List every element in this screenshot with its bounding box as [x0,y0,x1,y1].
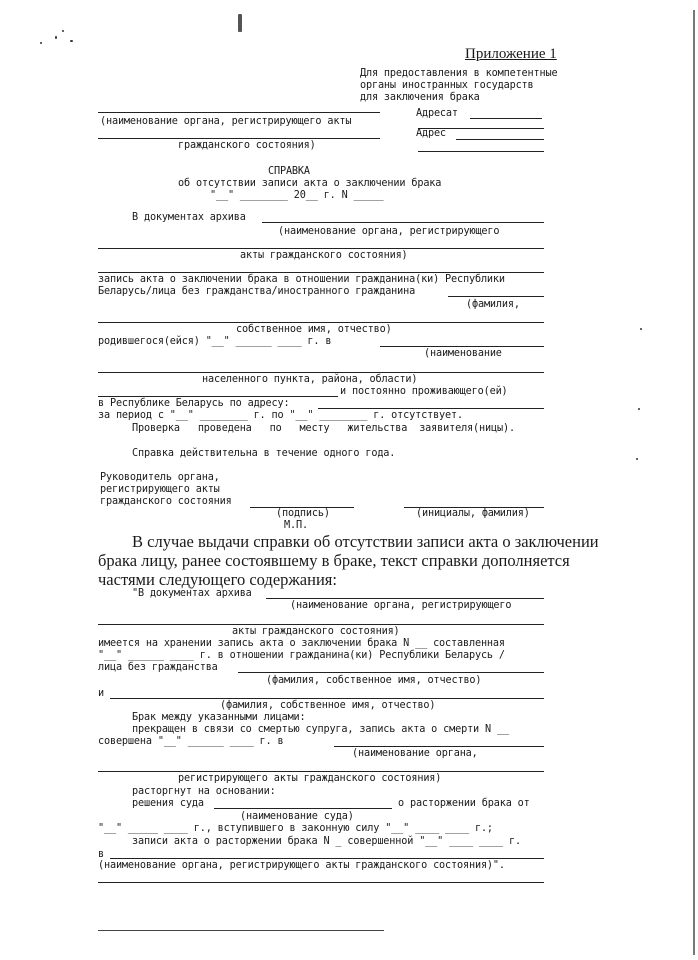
scan-speck [62,30,64,32]
appendix-note: Для предоставления в компетентные [360,68,558,79]
record-text: Беларусь/лица без гражданства/иностранного гражданина [98,286,416,297]
marriage-text: Брак между указанными лицами: [132,712,306,723]
court-text: решения суда [132,798,204,809]
dissolved-text: расторгнут на основании: [132,786,276,797]
ended-text: совершена "__" ______ ____ г. в [98,736,284,747]
stamp-label: М.П. [284,520,308,531]
court-hint: (наименование суда) [240,811,354,822]
divorce-text: записи акта о расторжении брака N _ совершенной "__" ____ ____ г. [132,836,521,847]
court-text: о расторжении брака от [398,798,530,809]
appendix-note: для заключения брака [360,92,480,103]
head-label: гражданского состояния [100,496,232,507]
scan-speck [636,458,638,460]
scan-speck [640,328,642,330]
archive-hint: акты гражданского состояния) [240,250,408,261]
divorce-line [98,882,544,883]
addressee-label: Адресат [416,108,458,119]
ended-text: прекращен в связи со смертью супруга, запись акта о смерти N __ [132,724,509,735]
divorce-text: в [98,849,104,860]
scan-speck [238,14,242,32]
footnote-rule [98,930,384,931]
validity-text: Справка действительна в течение одного года. [132,448,396,459]
addressee-line [470,118,542,119]
addendum-archive-label: "В документах архива [132,588,252,599]
initials-hint: (инициалы, фамилия) [416,508,530,519]
address-rb-text: в Республике Беларусь по адресу: [98,398,290,409]
head-label: регистрирующего акты [100,484,220,495]
court-line [214,808,392,809]
record-text: запись акта о заключении брака в отношении гражданина(ки) Республики [98,274,505,285]
head-label: Руководитель органа, [100,472,220,483]
registrar-hint: гражданского состояния) [178,140,316,151]
appendix-title: Приложение 1 [465,46,557,62]
certificate-title: СПРАВКА [268,166,310,177]
born-text: родившегося(ейся) "__" ______ ____ г. в [98,336,332,347]
registrar-line [98,112,380,113]
and-label: и [98,688,104,699]
place-line [98,372,544,373]
stored-text: лица без гражданства [98,662,218,673]
stored-text: имеется на хранении запись акта о заключении брака N __ составленная [98,638,505,649]
certificate-date: "__" ________ 20__ г. N _____ [210,190,384,201]
scan-speck [40,42,42,44]
residing-line [98,396,338,397]
surname-line [448,296,544,297]
ended-org-line [334,746,544,747]
fio-hint: (фамилия, собственное имя, отчество) [266,675,482,686]
appendix-note: органы иностранных государств [360,80,534,91]
address-label: Адрес [416,128,446,139]
check-text: Проверка проведена по месту жительства заявителя(ницы). [132,423,515,434]
address-rb-line [318,408,544,409]
sign-hint: (подпись) [276,508,330,519]
addendum-archive-hint: акты гражданского состояния) [232,626,400,637]
scan-speck [70,40,73,42]
place-hint: (наименование [424,348,502,359]
address-line [456,139,544,140]
place-hint: населенного пункта, района, области) [202,374,418,385]
born-place-line [380,346,544,347]
notice-text: В случае выдачи справки об отсутствии записи акта о заключении [132,532,599,551]
divorce-hint: (наименование органа, регистрирующего акты гражданского состояния)". [98,860,505,871]
name-hint: собственное имя, отчество) [236,324,392,335]
fio-line [110,698,544,699]
archive-label: В документах архива [132,212,246,223]
fio-line [238,672,544,673]
surname-hint: (фамилия, [466,299,520,310]
period-text: за период с "__" ________ г. по "__" ________ г. отсутствует. [98,410,463,421]
name-line [98,322,544,323]
addendum-archive-line [98,624,544,625]
org-line [98,771,544,772]
archive-line [98,248,544,249]
registrar-line [98,138,380,139]
registrar-hint: (наименование органа, регистрирующего акты [100,116,352,127]
scan-edge [693,10,695,955]
archive-line [98,272,544,273]
certificate-subtitle: об отсутствии записи акта о заключении брака [178,178,442,189]
fio-hint: (фамилия, собственное имя, отчество) [220,700,436,711]
addendum-archive-hint: (наименование органа, регистрирующего [290,600,512,611]
scan-speck [55,36,57,39]
divorce-line [110,858,544,859]
notice-text: частями следующего содержания: [98,570,337,589]
scan-speck [638,408,640,410]
archive-line [262,222,544,223]
org-hint: регистрирующего акты гражданского состояния) [178,773,442,784]
org-hint: (наименование органа, [352,748,478,759]
court-text: "__" _____ ____ г., вступившего в законную силу "__" ____ ____ г.; [98,823,493,834]
stored-text: "__" ______ ____ г. в отношении гражданина(ки) Республики Беларусь / [98,650,505,661]
addendum-archive-line [266,598,544,599]
notice-text: брака лицу, ранее состоявшему в браке, текст справки дополняется [98,551,570,570]
archive-hint: (наименование органа, регистрирующего [278,226,500,237]
address-line [418,151,544,152]
residing-text: и постоянно проживающего(ей) [340,386,508,397]
